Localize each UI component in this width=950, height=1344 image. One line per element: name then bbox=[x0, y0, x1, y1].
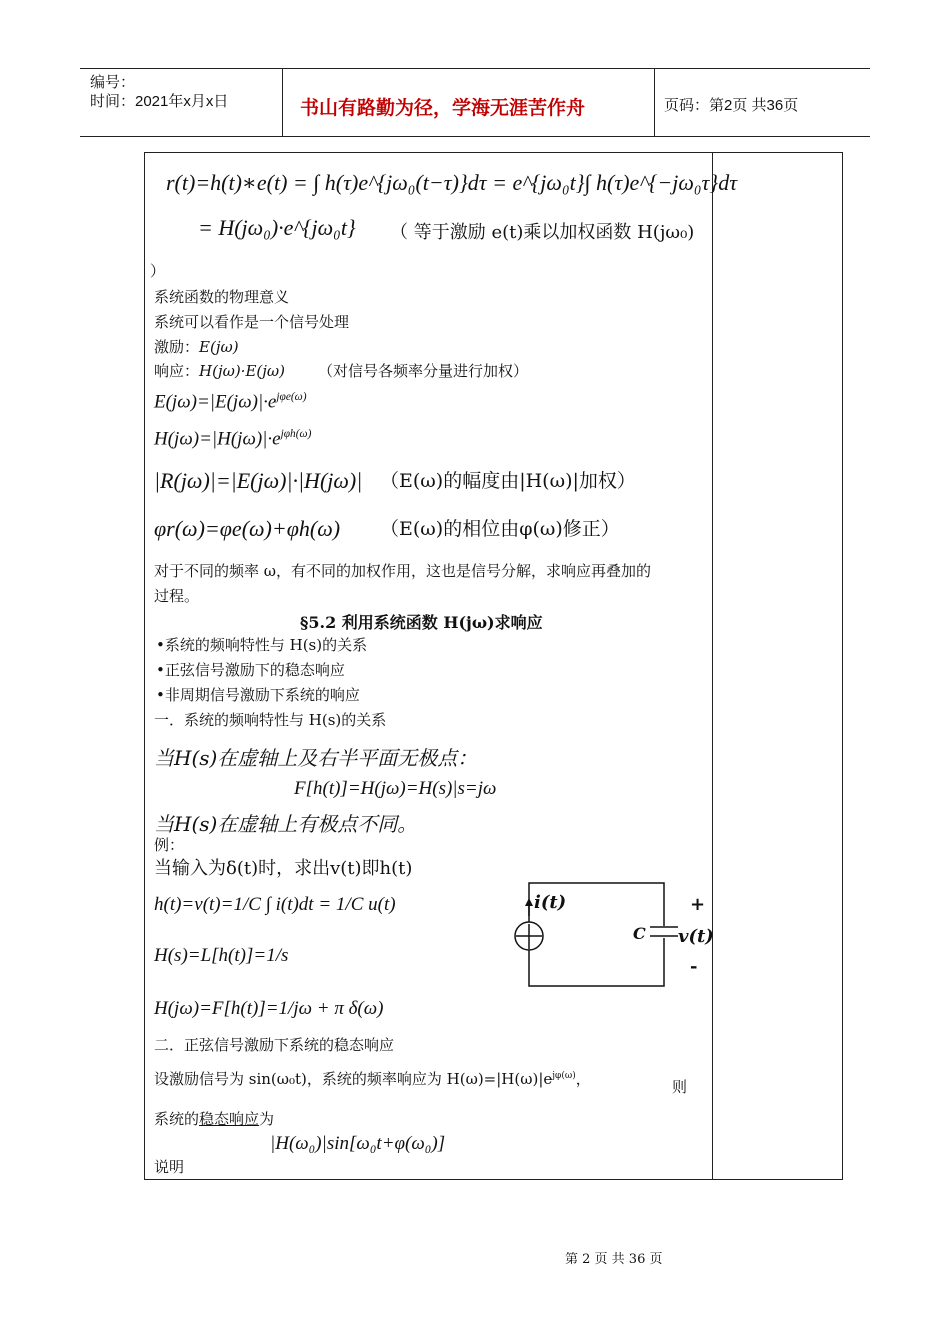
bullet-item: •正弦信号激励下的稳态响应 bbox=[156, 661, 345, 679]
header-top-rule bbox=[80, 68, 870, 69]
box-right-border bbox=[842, 152, 843, 1180]
header-divider-right bbox=[654, 68, 655, 136]
paragraph-line-1: 对于不同的频率 ω，有不同的加权作用，这也是信号分解，求响应再叠加的 bbox=[154, 562, 652, 580]
box-left-border bbox=[144, 152, 145, 1180]
equation-freq-weight: = H(jω₀)·e^{jω₀t} bbox=[198, 215, 356, 240]
equation-Hj: $H(j\omega)=|H(j\omega)|\cdot e^{j\varphi h(\omega)}$ bbox=[154, 428, 312, 450]
subsection-1-title: 一．系统的频响特性与 H(s)的关系 bbox=[154, 711, 387, 729]
equation-note: （ 等于激励 e(t)乘以加权函数 H(jω₀) bbox=[390, 222, 695, 243]
equation-R-magnitude: |R(jω)|=|E(jω)|·|H(jω)| bbox=[154, 468, 363, 493]
example-label: 例： bbox=[154, 836, 185, 854]
circuit-plus-sign: + bbox=[690, 894, 706, 915]
current-arrowhead-icon bbox=[525, 898, 533, 906]
explain-label: 说明 bbox=[154, 1158, 185, 1176]
equation-steady-state: |H(ω₀)|sin[ω₀t+φ(ω₀)] bbox=[270, 1133, 446, 1154]
header-page-info: 页码：第2页 共36页 bbox=[664, 97, 799, 114]
box-mid-border bbox=[712, 152, 713, 1180]
paragraph-line-2: 过程。 bbox=[154, 587, 200, 605]
statement-steady-state: 系统的稳态响应为 bbox=[154, 1110, 275, 1128]
circuit-voltage-label: v(t) bbox=[678, 926, 714, 947]
page-footer: 第 2 页 共 36 页 bbox=[565, 1252, 663, 1267]
header-motto: 书山有路勤为径，学海无涯苦作舟 bbox=[300, 98, 586, 119]
equation-E: $E(j\omega)=|E(j\omega)|\cdot e^{j\varphi e(\omega)}$ bbox=[154, 391, 307, 413]
close-paren: ） bbox=[150, 262, 166, 280]
equation-fourier-h: F[h(t)]=H(jω)=H(s)|s=jω bbox=[294, 778, 497, 799]
header-bottom-rule bbox=[80, 136, 870, 137]
statement-then: 则 bbox=[672, 1078, 688, 1096]
circuit-current-label: i(t) bbox=[534, 892, 567, 913]
header-number-label: 编号： bbox=[90, 74, 136, 91]
equation-convolution: r(t)=h(t)∗e(t) = ∫ h(τ)e^{jω₀(t−τ)}dτ = e^{jω₀t}∫ h(τ)e^{−jω₀τ}dτ bbox=[166, 170, 738, 195]
bullet-item: •系统的频响特性与 H(s)的关系 bbox=[156, 636, 368, 654]
equation-H-of-jw: H(jω)=F[h(t)]=1/jω + π δ(ω) bbox=[154, 998, 384, 1019]
statement-input-delta: 当输入为δ(t)时，求出v(t)即h(t) bbox=[154, 858, 413, 879]
statement-has-poles: 当H(s)在虚轴上有极点不同。 bbox=[154, 812, 418, 836]
equation-phase-note: （E(ω)的相位由φ(ω)修正） bbox=[380, 518, 620, 540]
equation-R-note: （E(ω)的幅度由|H(ω)|加权） bbox=[380, 470, 636, 492]
response-label: 响应：H(jω)·E(jω) bbox=[154, 362, 285, 380]
bullet-item: •非周期信号激励下系统的响应 bbox=[156, 686, 360, 704]
response-note: （对信号各频率分量进行加权） bbox=[318, 362, 529, 380]
header-divider-left bbox=[282, 68, 283, 136]
box-top-border bbox=[144, 152, 843, 153]
statement-excitation-sin: 设激励信号为 sin(ω₀t)，系统的频率响应为 $H(\omega)=|H(\omega)|e^{j\varphi(\omega)}$， bbox=[154, 1070, 591, 1088]
equation-phase: φr(ω)=φe(ω)+φh(ω) bbox=[154, 516, 341, 541]
statement-no-poles: 当H(s)在虚轴上及右半平面无极点： bbox=[154, 746, 478, 770]
header-time-label: 时间：2021年x月x日 bbox=[90, 93, 229, 110]
equation-H-of-s: H(s)=L[h(t)]=1/s bbox=[154, 945, 289, 966]
circuit-minus-sign: - bbox=[690, 956, 698, 977]
section-title: §5.2 利用系统函数 H(jω)求响应 bbox=[300, 613, 543, 632]
box-bottom-border bbox=[144, 1179, 843, 1180]
physical-meaning-title: 系统函数的物理意义 bbox=[154, 288, 290, 306]
circuit-capacitor-label: C bbox=[633, 924, 646, 943]
subsection-2-title: 二．正弦信号激励下系统的稳态响应 bbox=[154, 1036, 395, 1054]
physical-meaning-desc: 系统可以看作是一个信号处理 bbox=[154, 313, 350, 331]
excitation-label: 激励：E(jω) bbox=[154, 338, 239, 356]
equation-h-of-t: h(t)=v(t)=1/C ∫ i(t)dt = 1/C u(t) bbox=[154, 894, 396, 915]
